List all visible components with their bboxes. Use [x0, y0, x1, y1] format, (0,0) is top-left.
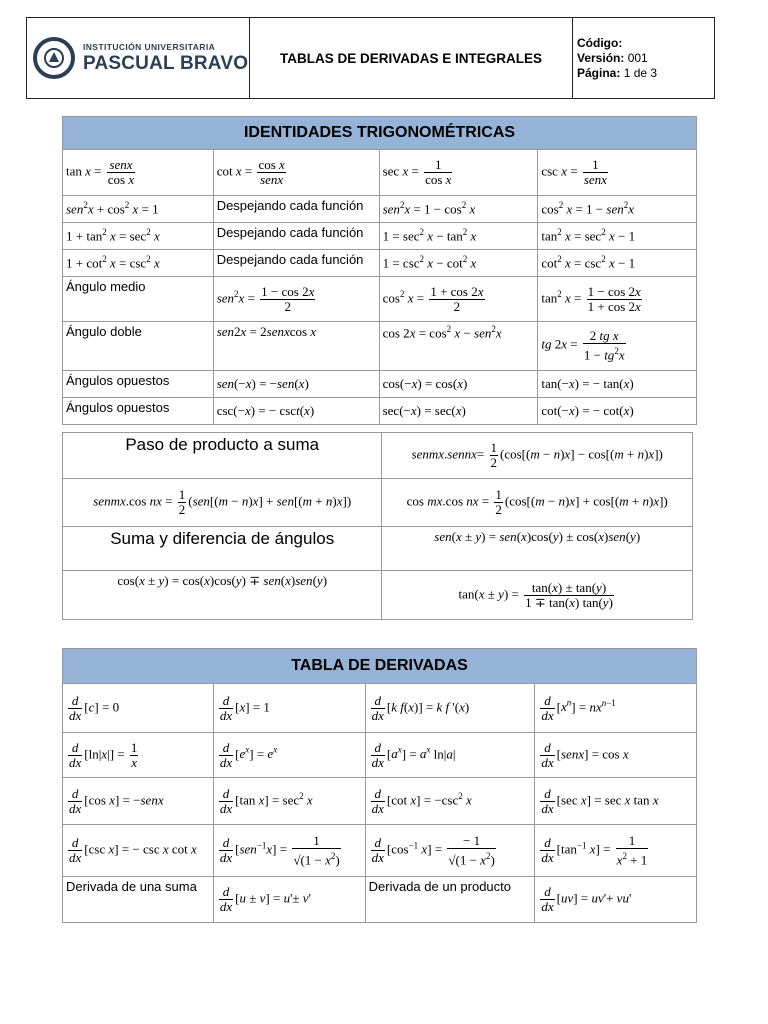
d-ax: $\frac{d}{dx}$ $[a^x] = a^x$ ln|a|	[365, 733, 535, 778]
org-line2: PASCUAL BRAVO	[83, 52, 249, 74]
identity-pythag-2: $1 + \tan^2 x = \sec^2 x$	[63, 223, 214, 250]
cos-cos-product: cos mx.cos nx = $\frac{1}{2}$ (cos[(m − n)x] + cos[(m + n)x])	[382, 479, 693, 527]
opp-tan: tan(−x) = − tan(x)	[538, 371, 697, 398]
double-angle-tg: tg 2x = $\frac{\text{2 tg x}}{1 - tg^2x}$	[538, 322, 697, 371]
derivatives-title: TABLA DE DERIVADAS	[63, 649, 697, 684]
code-label: Código:	[577, 35, 623, 50]
d-tan: $\frac{d}{dx}$ [tan $x] = \sec^2 x$	[213, 778, 365, 825]
d-cos: $\frac{d}{dx}$ [cos x] = −senx	[63, 778, 214, 825]
product-sum-table	[62, 432, 693, 620]
angulo-doble-label: Ángulo doble	[63, 322, 214, 371]
d-kfx: $\frac{d}{dx}$ [k f(x)] = k f '(x)	[365, 684, 535, 733]
derivada-producto-label: Derivada de un producto	[365, 877, 535, 923]
despejando-3: Despejando cada función	[213, 250, 379, 277]
half-angle-sen: sen$^2$x = $\frac{1 - \cos 2x}{2}$	[213, 277, 379, 322]
half-angle-tan: $\tan^2 x$ = $\frac{1 - \cos 2x}{1 + \cos 2x}$	[538, 277, 697, 322]
identity-cos2: $\cos^2 x = 1 - sen^2x$	[538, 196, 697, 223]
institution-logo	[27, 18, 250, 98]
sen-sen-product: senmx.sennx= $\frac{1}{2}$ (cos[(m − n)x] − cos[(m + n)x])	[382, 433, 693, 479]
opp-sen: sen(−x) = −sen(x)	[213, 371, 379, 398]
d-arcsen: $\frac{d}{dx}$ [sen$^{-1}$x] = $\frac{1}{√(1 - x^2)}$	[213, 825, 365, 877]
org-line1: INSTITUCIÓN UNIVERSITARIA	[83, 42, 216, 53]
page-total: 3	[650, 65, 658, 80]
d-csc: $\frac{d}{dx}$ [csc x] = − csc x cot x	[63, 825, 214, 877]
d-power: $\frac{d}{dx}$ $[x^n] = nx^{n-1}$	[535, 684, 697, 733]
paso-producto-label: Paso de producto a suma	[63, 433, 382, 479]
identity-cot2: $\cot^2 x = \csc^2 x - 1$	[538, 250, 697, 277]
opp-cos: cos(−x) = cos(x)	[379, 371, 538, 398]
double-angle-cos: $\cos 2x = \cos^2 x - sen^2x$	[379, 322, 538, 371]
angulos-opuestos-label-1: Ángulos opuestos	[63, 371, 214, 398]
angulos-opuestos-label-2: Ángulos opuestos	[63, 398, 214, 425]
identity-one-csc: $1 = \csc^2 x - \cot^2 x$	[379, 250, 538, 277]
d-exp: $\frac{d}{dx}$ $[e^x] = e^x$	[213, 733, 365, 778]
identity-sec: sec x = $\frac{1}{\text{cos x}}$	[379, 150, 538, 196]
opp-csc: csc(−x) = − csct(x)	[213, 398, 379, 425]
sen-cos-product: senmx.cos nx = $\frac{1}{2}$ (sen[(m − n)x] + sen[(m + n)x])	[63, 479, 382, 527]
d-ln: $\frac{d}{dx}$ [ln|x|] = $\frac{1}{x}$	[63, 733, 214, 778]
d-cot: $\frac{d}{dx}$ [cot $x] = -\csc^2$ x	[365, 778, 535, 825]
despejando-1: Despejando cada función	[213, 196, 379, 223]
despejando-2: Despejando cada función	[213, 223, 379, 250]
document-meta	[573, 18, 714, 98]
tan-sum: tan(x ± y) = $\frac{\tan(x) \pm \tan(y)}{1 \mp \tan(x) \tan(y)}$	[382, 571, 693, 620]
version-label: Versión:	[577, 50, 625, 65]
d-sen: $\frac{d}{dx}$ [senx] = cos x	[535, 733, 697, 778]
trig-identities-table	[62, 116, 697, 425]
identity-cot: cot x = $\frac{\text{cos x}}{\text{senx}}$	[213, 150, 379, 196]
page-of: de	[633, 65, 648, 80]
document-title: TABLAS DE DERIVADAS E INTEGRALES	[250, 18, 573, 98]
trig-title: IDENTIDADES TRIGONOMÉTRICAS	[63, 117, 697, 150]
d-constant: $\frac{d}{dx}$ [c] = 0	[63, 684, 214, 733]
opp-sec: sec(−x) = sec(x)	[379, 398, 538, 425]
page-value: 1	[623, 65, 631, 80]
half-angle-cos: $\cos^2 x$ = $\frac{1 + \cos 2x}{2}$	[379, 277, 538, 322]
derivatives-table	[62, 648, 697, 923]
cos-sum: cos(x ± y) = cos(x)cos(y) ∓ sen(x)sen(y)	[63, 571, 382, 620]
identity-sen2: $sen^2x = 1 - \cos^2 x$	[379, 196, 538, 223]
document-header	[26, 17, 715, 99]
identity-one-sec: $1 = \sec^2 x - \tan^2 x$	[379, 223, 538, 250]
version-value: 001	[627, 50, 648, 65]
d-sum: $\frac{d}{dx}$ [u ± v] = u'± v'	[213, 877, 365, 923]
derivada-suma-label: Derivada de una suma	[63, 877, 214, 923]
identity-pythag-3: $1 + \cot^2 x = \csc^2 x$	[63, 250, 214, 277]
identity-tan: tan x = $\frac{\text{senx}}{\text{cos x}}$	[63, 150, 214, 196]
angulo-medio-label: Ángulo medio	[63, 277, 214, 322]
seal-icon	[33, 37, 75, 79]
identity-pythag-1: $sen^2x + \cos^2 x = 1$	[63, 196, 214, 223]
sen-sum: sen(x ± y) = sen(x)cos(y) ± cos(x)sen(y)	[382, 527, 693, 571]
d-x: $\frac{d}{dx}$ [x] = 1	[213, 684, 365, 733]
d-sec: $\frac{d}{dx}$ [sec x] = sec x tan x	[535, 778, 697, 825]
page-label: Página:	[577, 65, 621, 80]
d-arctan: $\frac{d}{dx}$ [$\tan^{-1}$ x] = $\frac{1}{x^2 + 1}$	[535, 825, 697, 877]
double-angle-sen: sen2x = 2senxcos x	[213, 322, 379, 371]
opp-cot: cot(−x) = − cot(x)	[538, 398, 697, 425]
identity-tan2: $\tan^2 x = \sec^2 x - 1$	[538, 223, 697, 250]
d-product: $\frac{d}{dx}$ [uv] = uv'+ vu'	[535, 877, 697, 923]
d-arccos: $\frac{d}{dx}$ [$\cos^{-1}$ x] = $\frac{- 1}{√(1 - x^2)}$	[365, 825, 535, 877]
suma-diferencia-label: Suma y diferencia de ángulos	[63, 527, 382, 571]
identity-csc: csc x = $\frac{1}{\text{senx}}$	[538, 150, 697, 196]
